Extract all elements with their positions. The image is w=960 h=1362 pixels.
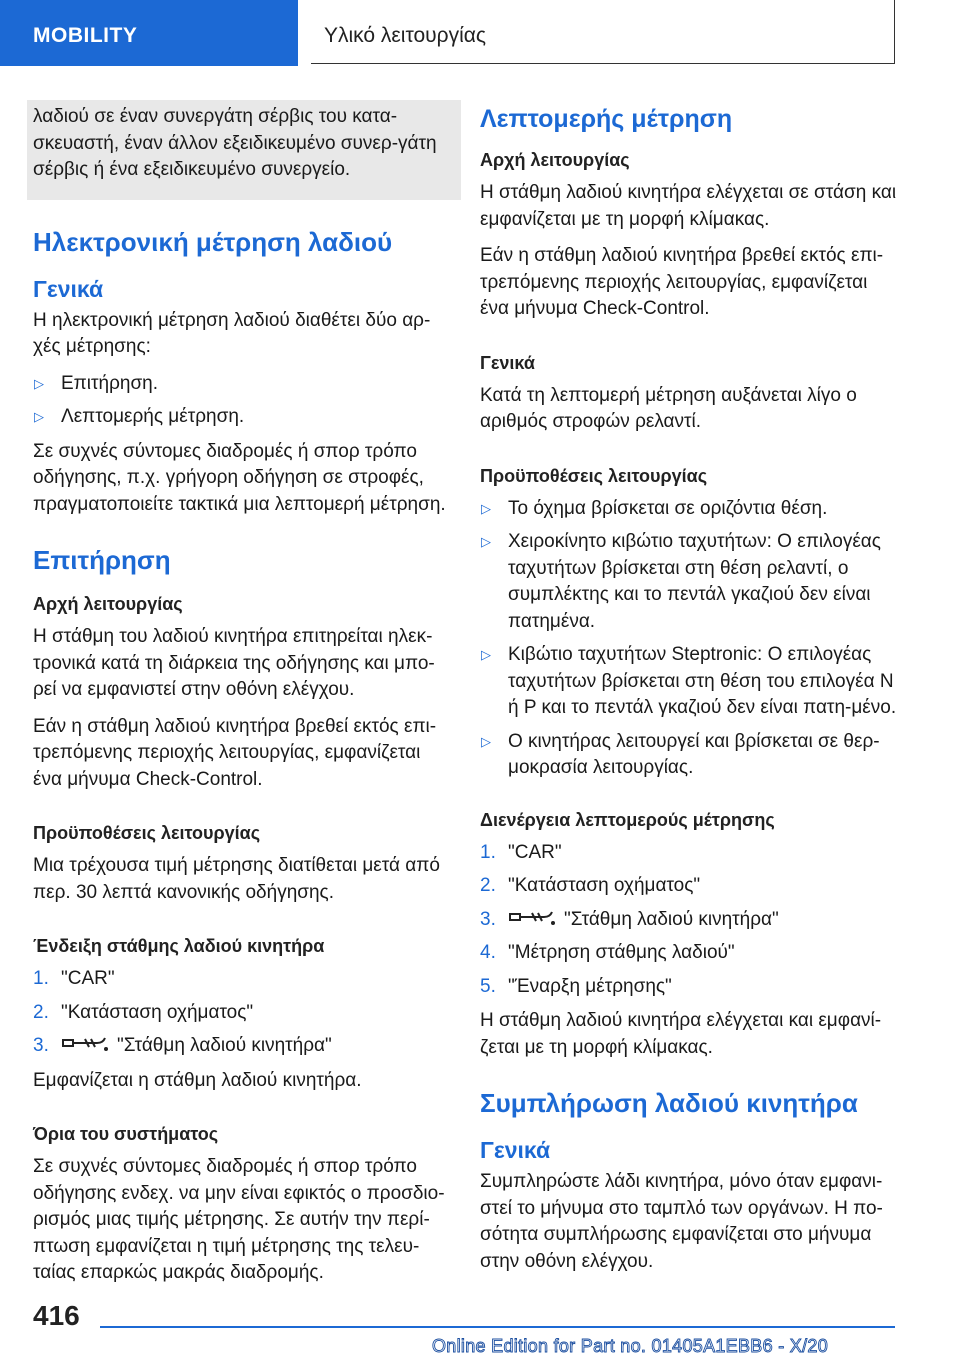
outside-range-text: Εάν η στάθμη λαδιού κινητήρα βρεθεί εκτός επι-τρεπόμενης περιοχής λειτουργίας, εμφανίζεται ένα μήνυμα Check-Control.	[33, 715, 437, 790]
section-title: Υλικό λειτουργίας	[311, 0, 895, 64]
list-item: ▷ Λεπτομερής μέτρηση.	[33, 404, 451, 431]
heading-detailed-measurement: Λεπτομερής μέτρηση	[480, 105, 733, 133]
general-text: Η ηλεκτρονική μέτρηση λαδιού διαθέτει δύο αρ-χές μέτρησης:	[33, 309, 431, 357]
footer-divider	[100, 1326, 895, 1328]
triangle-bullet-icon: ▷	[481, 647, 491, 662]
limits-text: Σε συχνές σύντομες διαδρομές ή σπορ τρόπο οδήγησης ενδεχ. να μην είναι εφικτός ο προσδιο-ρισμός μιας τιμής μέτρησης. Σε αυτήν την περί-πτωση εμφανίζεται η τιμή μέτρησης της τελευ-ταίας επαρκώς μακράς διαδρομής.	[33, 1156, 445, 1283]
page-number: 416	[33, 1300, 80, 1331]
displayed-text: Εμφανίζεται η στάθμη λαδιού κινητήρα.	[33, 1069, 362, 1091]
list-item: 2. "Κατάσταση οχήματος"	[480, 875, 701, 896]
list-item: ▷ Ο κινητήρας λειτουργεί και βρίσκεται σε θερ-μοκρασία λειτουργίας.	[481, 730, 880, 778]
triangle-bullet-icon: ▷	[34, 409, 44, 424]
oil-dipstick-icon	[61, 1034, 109, 1054]
list-item: 3. "Στάθμη λαδιού κινητήρα"	[33, 1035, 332, 1056]
outside-range-text: Εάν η στάθμη λαδιού κινητήρα βρεθεί εκτός επι-τρεπόμενης περιοχής λειτουργίας, εμφανίζεται ένα μήνυμα Check-Control.	[480, 245, 884, 319]
perform-steps-list	[480, 840, 898, 1001]
continued-note: λαδιού σε έναν συνεργάτη σέρβις του κατα-σκευαστή, έναν άλλον εξειδικευμένο συνερ-γάτη σέρβις ή ένα εξειδικευμένο συνεργείο.	[27, 100, 461, 200]
right-column	[480, 100, 898, 1285]
triangle-bullet-icon: ▷	[481, 534, 491, 549]
display-steps-list	[33, 966, 451, 1060]
list-item: ▷ Το όχημα βρίσκεται σε οριζόντια θέση.	[480, 496, 898, 523]
chapter-tab[interactable]: MOBILITY	[0, 0, 298, 66]
heading-system-limits: Όρια του συστήματος	[33, 1124, 219, 1144]
result-text: Η στάθμη λαδιού κινητήρα ελέγχεται και εμφανί-ζεται με τη μορφή κλίμακας.	[480, 1010, 882, 1058]
heading-topup-oil: Συμπλήρωση λαδιού κινητήρα	[480, 1088, 858, 1118]
heading-prerequisites: Προϋποθέσεις λειτουργίας	[33, 823, 261, 843]
triangle-bullet-icon: ▷	[34, 375, 44, 391]
short-trips-text: Σε συχνές σύντομες διαδρομές ή σπορ τρόπο οδήγησης, π.χ. γρήγορη οδήγηση σε στροφές, πραγματοποιείτε τακτικά μια λεπτομερή μέτρηση.	[33, 440, 446, 515]
list-item: 5. "Έναρξη μέτρησης"	[480, 975, 672, 997]
heading-monitoring: Επιτήρηση	[33, 545, 171, 575]
heading-prerequisites: Προϋποθέσεις λειτουργίας	[480, 465, 708, 486]
list-item: 3. "Στάθμη λαδιού κινητήρα"	[480, 908, 779, 930]
heading-electronic-oil-measurement: Ηλεκτρονική μέτρηση λαδιού	[33, 226, 393, 257]
list-item: ▷ Κιβώτιο ταχυτήτων Steptronic: Ο επιλογέας ταχυτήτων βρίσκεται στη θέση του επιλογέα N ή P και το πεντάλ γκαζιού δεν είναι πατη-μένο.	[481, 644, 897, 718]
prerequisites-list	[480, 496, 898, 782]
principle-text: Η στάθμη του λαδιού κινητήρα επιτηρείται ηλεκ-τρονικά κατά τη διάρκεια της οδήγησης και μπο-ρεί να εμφανιστεί στην οθόνη ελέγχου.	[33, 626, 435, 700]
principle-text: Η στάθμη λαδιού κινητήρα ελέγχεται σε στάση και εμφανίζεται με τη μορφή κλίμακας.	[480, 182, 897, 230]
heading-perform-measurement: Διενέργεια λεπτομερούς μέτρησης	[480, 809, 775, 830]
triangle-bullet-icon: ▷	[481, 500, 491, 516]
list-item: 4. "Μέτρηση στάθμης λαδιού"	[480, 942, 735, 963]
page-header	[0, 0, 960, 70]
heading-oil-level-display: Ένδειξη στάθμης λαδιού κινητήρα	[33, 936, 325, 956]
heading-principle: Αρχή λειτουργίας	[480, 150, 630, 170]
general-text: Κατά τη λεπτομερή μέτρηση αυξάνεται λίγο ο αριθμός στροφών ρελαντί.	[480, 384, 857, 432]
heading-general: Γενικά	[33, 275, 104, 302]
edition-text: Online Edition for Part no. 01405A1EBB6 - X/20	[432, 1336, 829, 1356]
prerequisites-text: Μια τρέχουσα τιμή μέτρησης διατίθεται μετά από περ. 30 λεπτά κανονικής οδήγησης.	[33, 855, 440, 903]
list-item: 2. "Κατάσταση οχήματος"	[33, 1001, 254, 1023]
heading-general: Γενικά	[480, 352, 535, 373]
measurement-principles-list	[33, 371, 451, 431]
oil-dipstick-icon	[508, 908, 556, 928]
list-item: ▷ Επιτήρηση.	[33, 371, 451, 398]
list-item: ▷ Χειροκίνητο κιβώτιο ταχυτήτων: Ο επιλογέας ταχυτήτων βρίσκεται στη θέση ρελαντί, ο συμπλέκτης και το πεντάλ γκαζιού δεν είναι πατημένα.	[481, 531, 881, 632]
list-item: 1. "CAR"	[33, 968, 115, 989]
left-column	[33, 100, 451, 1297]
topup-text: Συμπληρώστε λάδι κινητήρα, μόνο όταν εμφανι-στεί το μήνυμα στο ταμπλό των οργάνων. Η πο-σότητα συμπλήρωσης εμφανίζεται στο μήνυμα στην οθόνη ελέγχου.	[480, 1171, 883, 1272]
page-footer	[0, 1290, 960, 1362]
heading-principle: Αρχή λειτουργίας	[33, 594, 183, 614]
list-item: 1. "CAR"	[480, 841, 562, 863]
triangle-bullet-icon: ▷	[481, 733, 491, 749]
heading-topup-general: Γενικά	[480, 1137, 551, 1163]
